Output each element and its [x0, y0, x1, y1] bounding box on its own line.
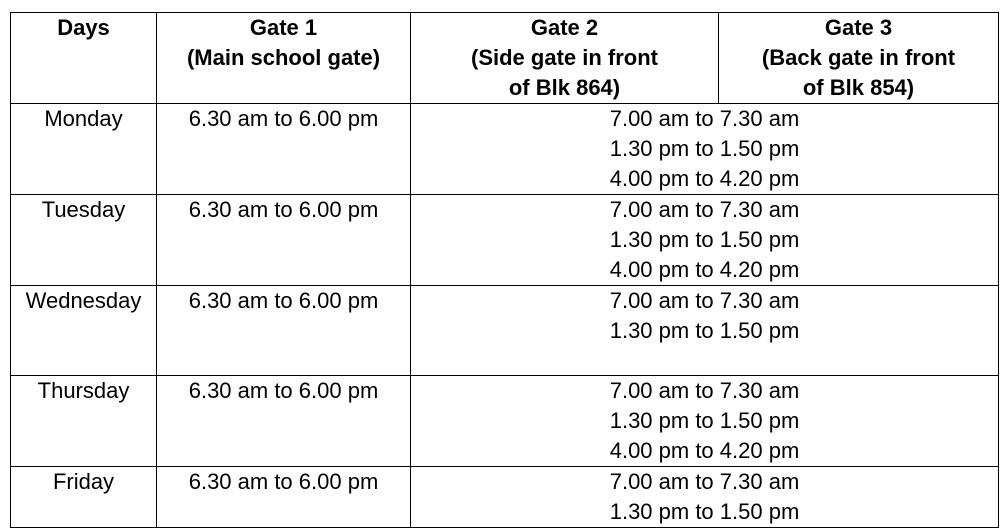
header-gate-3: [719, 13, 999, 104]
time-slot: 1.30 pm to 1.50 pm: [609, 227, 800, 252]
header-gate-3-description-line-2: of Blk 854): [802, 75, 915, 100]
time-slot: 1.30 pm to 1.50 pm: [609, 318, 800, 343]
time-slot: 7.00 am to 7.30 am: [609, 288, 800, 313]
day-cell: Wednesday: [11, 286, 157, 376]
table-row-monday: [11, 104, 999, 195]
time-slot: 4.00 pm to 4.20 pm: [609, 166, 800, 191]
time-slot: 1.30 pm to 1.50 pm: [609, 408, 800, 433]
day-cell: Friday: [11, 467, 157, 528]
time-slot: 4.00 pm to 4.20 pm: [609, 438, 800, 463]
gate-2-3-hours-cell: [411, 286, 999, 376]
day-cell: Monday: [11, 104, 157, 195]
time-slot: 7.00 am to 7.30 am: [609, 469, 800, 494]
header-gate-1-description: (Main school gate): [186, 45, 381, 70]
header-gate-1: [157, 13, 411, 104]
time-slot: 1.30 pm to 1.50 pm: [609, 136, 800, 161]
table-row-wednesday: [11, 286, 999, 376]
day-cell: Thursday: [11, 376, 157, 467]
gate-2-3-hours-cell: [411, 467, 999, 528]
time-slot: 4.00 pm to 4.20 pm: [609, 257, 800, 282]
header-gate-2: [411, 13, 719, 104]
header-days: [11, 13, 157, 104]
table-row-thursday: [11, 376, 999, 467]
day-cell: Tuesday: [11, 195, 157, 286]
time-slot: 1.30 pm to 1.50 pm: [609, 499, 800, 524]
header-gate-1-title: Gate 1: [249, 15, 318, 40]
gate-1-hours-cell: 6.30 am to 6.00 pm: [157, 467, 411, 528]
time-slot: 7.00 am to 7.30 am: [609, 378, 800, 403]
gate-2-3-hours-cell: [411, 195, 999, 286]
header-row: [11, 13, 999, 104]
header-gate-2-description-line-2: of Blk 864): [508, 75, 621, 100]
header-gate-2-description-line-1: (Side gate in front: [471, 45, 658, 70]
gate-schedule-table: [10, 12, 999, 528]
gate-1-hours-cell: 6.30 am to 6.00 pm: [157, 286, 411, 376]
gate-2-3-hours-cell: [411, 376, 999, 467]
header-days-title: Days: [57, 15, 110, 40]
table-row-tuesday: [11, 195, 999, 286]
gate-1-hours-cell: 6.30 am to 6.00 pm: [157, 376, 411, 467]
table-row-friday: [11, 467, 999, 528]
gate-1-hours-cell: 6.30 am to 6.00 pm: [157, 104, 411, 195]
gate-2-3-hours-cell: [411, 104, 999, 195]
header-gate-2-title: Gate 2: [530, 15, 599, 40]
header-gate-3-title: Gate 3: [824, 15, 893, 40]
time-slot: 7.00 am to 7.30 am: [609, 106, 800, 131]
time-slot: 7.00 am to 7.30 am: [609, 197, 800, 222]
header-gate-3-description-line-1: (Back gate in front: [761, 45, 956, 70]
gate-1-hours-cell: 6.30 am to 6.00 pm: [157, 195, 411, 286]
